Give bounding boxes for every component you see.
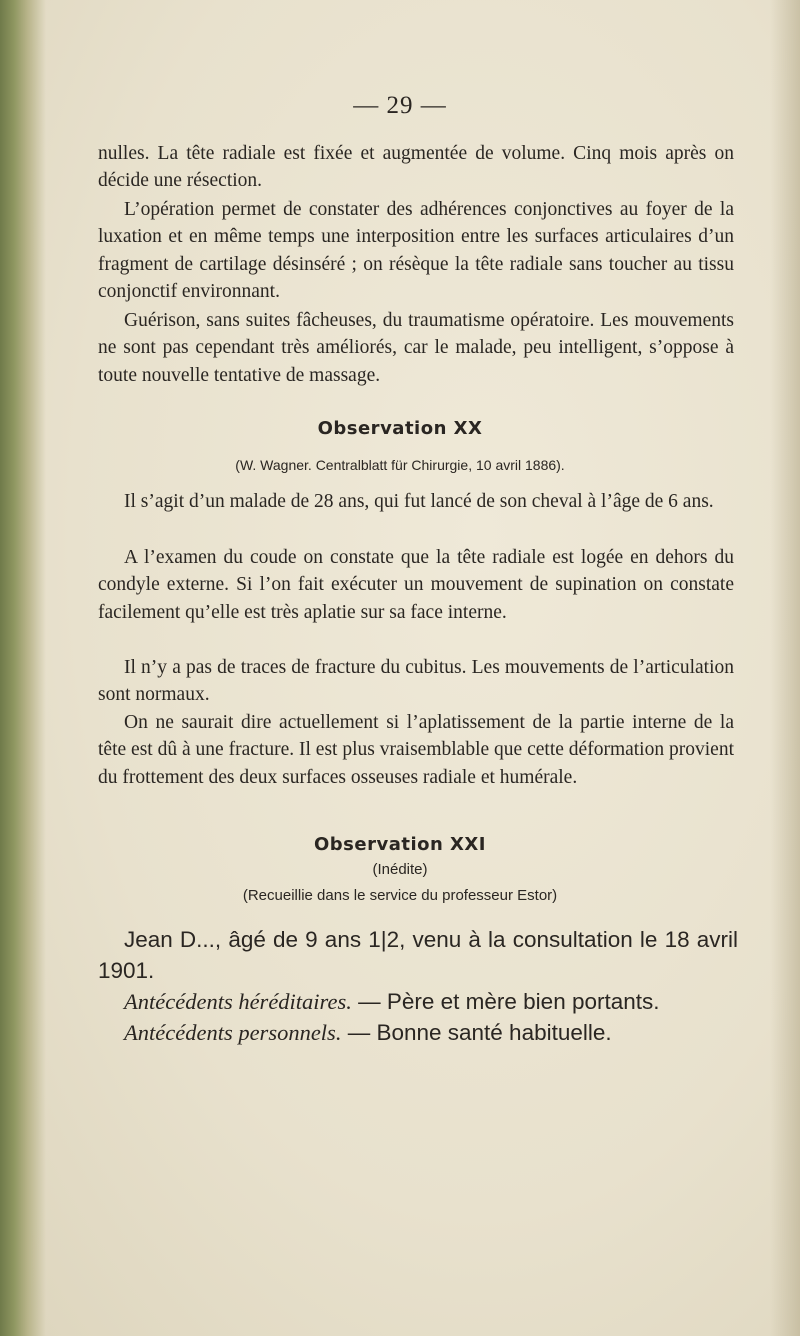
observation-21-title: Observation XXI: [313, 834, 487, 855]
personal-history-line: [98, 1017, 738, 1048]
observation-20-paragraph-3: Il n’y a pas de traces de fracture du cubitus. Les mouvements de l’articulation sont normaux.: [98, 657, 734, 706]
intro-paragraph-2: L’opération permet de constater des adhérences conjonctives au foyer de la luxation et en même temps une interposition entre les surfaces articulaires d’un fragment de cartilage désinséré ; on résèque la tête radiale sans toucher au tissu conjonctif environnant.: [98, 199, 734, 303]
observation-20-title: Observation XX: [317, 418, 483, 439]
hereditary-history-line: [98, 986, 738, 1017]
observation-20-paragraph-2: A l’examen du coude on constate que la tête radiale est logée en dehors du condyle externe. Si l’on fait exécuter un mouvement de supination on constate facilement qu’elle est très aplatie sur sa face interne.: [98, 547, 734, 623]
hereditary-history-label: Antécédents héréditaires.: [124, 989, 352, 1014]
observation-21-intro: Jean D..., âgé de 9 ans 1|2, venu à la consultation le 18 avril 1901.: [98, 927, 738, 983]
observation-21-subtitle: (Inédite): [372, 861, 428, 878]
observation-21-source: (Recueillie dans le service du professeur Estor): [242, 887, 558, 904]
intro-paragraph-1: nulles. La tête radiale est fixée et augmentée de volume. Cinq mois après on décide une résection.: [98, 143, 734, 192]
page-number: — 29 —: [353, 92, 447, 119]
observation-20-source: (W. Wagner. Centralblatt für Chirurgie, 10 avril 1886).: [235, 457, 565, 473]
hereditary-history-text: — Père et mère bien portants.: [351, 989, 660, 1014]
personal-history-label: Antécédents personnels.: [124, 1020, 342, 1045]
page-left-edge-stain: [0, 0, 46, 1336]
observation-20-paragraph-4: On ne saurait dire actuellement si l’aplatissement de la partie interne de la tête est dû à une fracture. Il est plus vraisemblable que cette déformation provient du frottement des deux surfaces osseuses radiale et humérale.: [98, 712, 734, 788]
observation-20-paragraph-1: Il s’agit d’un malade de 28 ans, qui fut lancé de son cheval à l’âge de 6 ans.: [124, 491, 714, 512]
intro-paragraph-3: Guérison, sans suites fâcheuses, du traumatisme opératoire. Les mouvements ne sont pas cependant très améliorés, car le malade, peu intelligent, s’oppose à toute nouvelle tentative de massage.: [98, 310, 734, 386]
page-right-edge-shadow: [770, 0, 800, 1336]
personal-history-text: — Bonne santé habituelle.: [341, 1020, 612, 1045]
